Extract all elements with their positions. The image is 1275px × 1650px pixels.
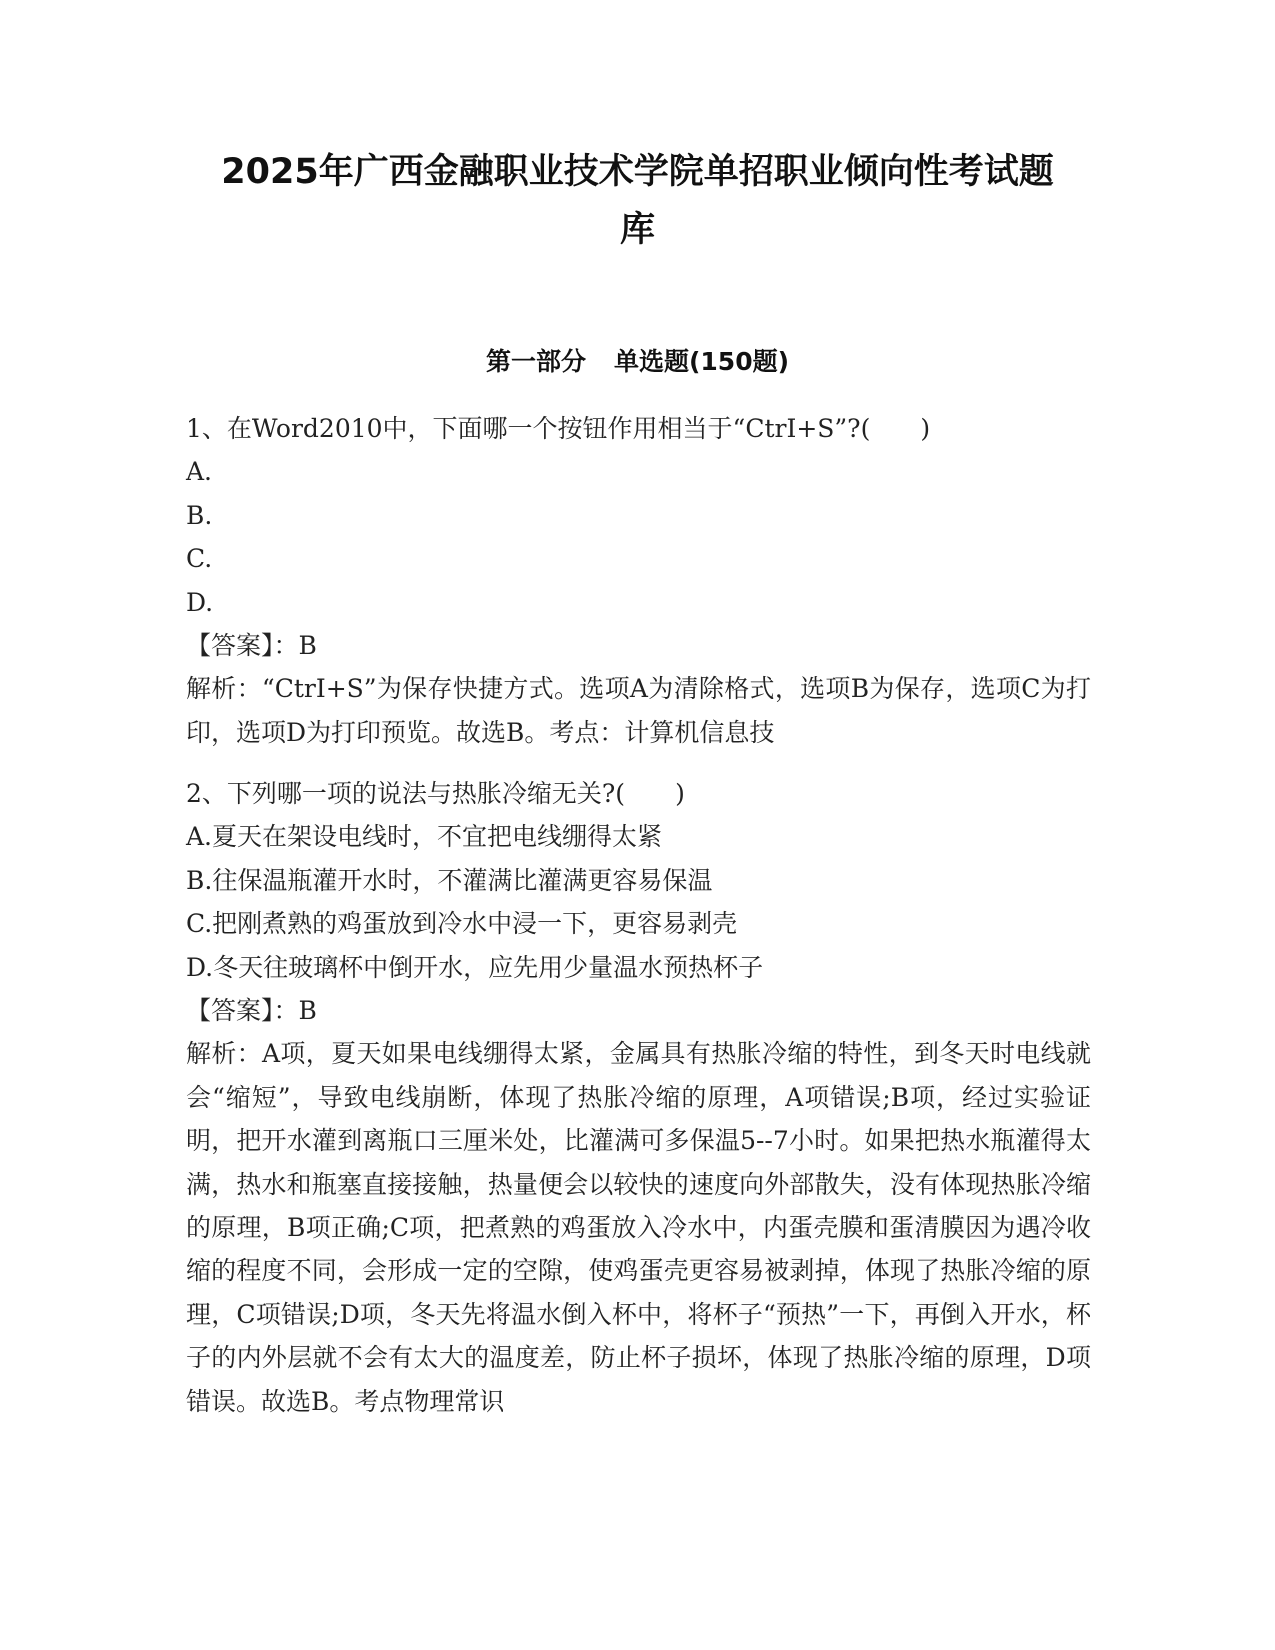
section-part-label: 第一部分 bbox=[485, 347, 586, 376]
question-2-option-b: B.往保温瓶灌开水时，不灌满比灌满更容易保温 bbox=[186, 865, 713, 895]
question-1-stem: 1、在Word2010中，下面哪一个按钮作用相当于“CtrI+S”?( ) bbox=[186, 414, 931, 443]
question-1-option-d: D. bbox=[186, 587, 214, 617]
document-title-line-2: 库 bbox=[619, 210, 655, 250]
question-2 bbox=[186, 772, 1091, 1423]
question-1-option-c: C. bbox=[186, 544, 213, 574]
section-type-label: 单选题(150题) bbox=[613, 347, 790, 376]
document-title bbox=[150, 143, 1125, 259]
question-2-option-a: A.夏天在架设电线时，不宜把电线绷得太紧 bbox=[186, 822, 663, 852]
question-2-stem: 2、下列哪一项的说法与热胀冷缩无关?( ) bbox=[186, 779, 685, 808]
question-1-answer: 【答案】：B bbox=[186, 630, 317, 660]
question-2-option-d: D.冬天往玻璃杯中倒开水，应先用少量温水预热杯子 bbox=[186, 952, 764, 982]
question-1-option-a: A. bbox=[186, 457, 213, 487]
question-2-answer: 【答案】：B bbox=[186, 995, 317, 1025]
question-1-analysis: 解析：“CtrI+S”为保存快捷方式。选项A为清除格式，选项B为保存，选项C为打印，选项D为打印预览。故选B。考点：计算机信息技 bbox=[186, 674, 1091, 747]
question-1-option-b: B. bbox=[186, 500, 213, 530]
section-title bbox=[150, 344, 1125, 380]
question-2-option-c: C.把刚煮熟的鸡蛋放到冷水中浸一下，更容易剥壳 bbox=[186, 909, 738, 939]
question-1 bbox=[186, 407, 1091, 754]
document-title-line-1: 2025年广西金融职业技术学院单招职业倾向性考试题 bbox=[221, 152, 1054, 192]
question-2-analysis: 解析：A项，夏天如果电线绷得太紧，金属具有热胀冷缩的特性，到冬天时电线就会“缩短”，导致电线崩断，体现了热胀冷缩的原理，A项错误;B项，经过实验证明，把开水灌到离瓶口三厘米处，比灌满可多保温5--7小时。如果把热水瓶灌得太满，热水和瓶塞直接接触，热量便会以较快的速度向外部散失，没有体现热胀冷缩的原理，B项正确;C项，把煮熟的鸡蛋放入冷水中，内蛋壳膜和蛋清膜因为遇冷收缩的程度不同，会形成一定的空隙，使鸡蛋壳更容易被剥掉，体现了热胀冷缩的原理，C项错误;D项，冬天先将温水倒入杯中，将杯子“预热”一下，再倒入开水，杯子的内外层就不会有太大的温度差，防止杯子损坏，体现了热胀冷缩的原理，D项错误。故选B。考点物理常识 bbox=[186, 1039, 1091, 1416]
